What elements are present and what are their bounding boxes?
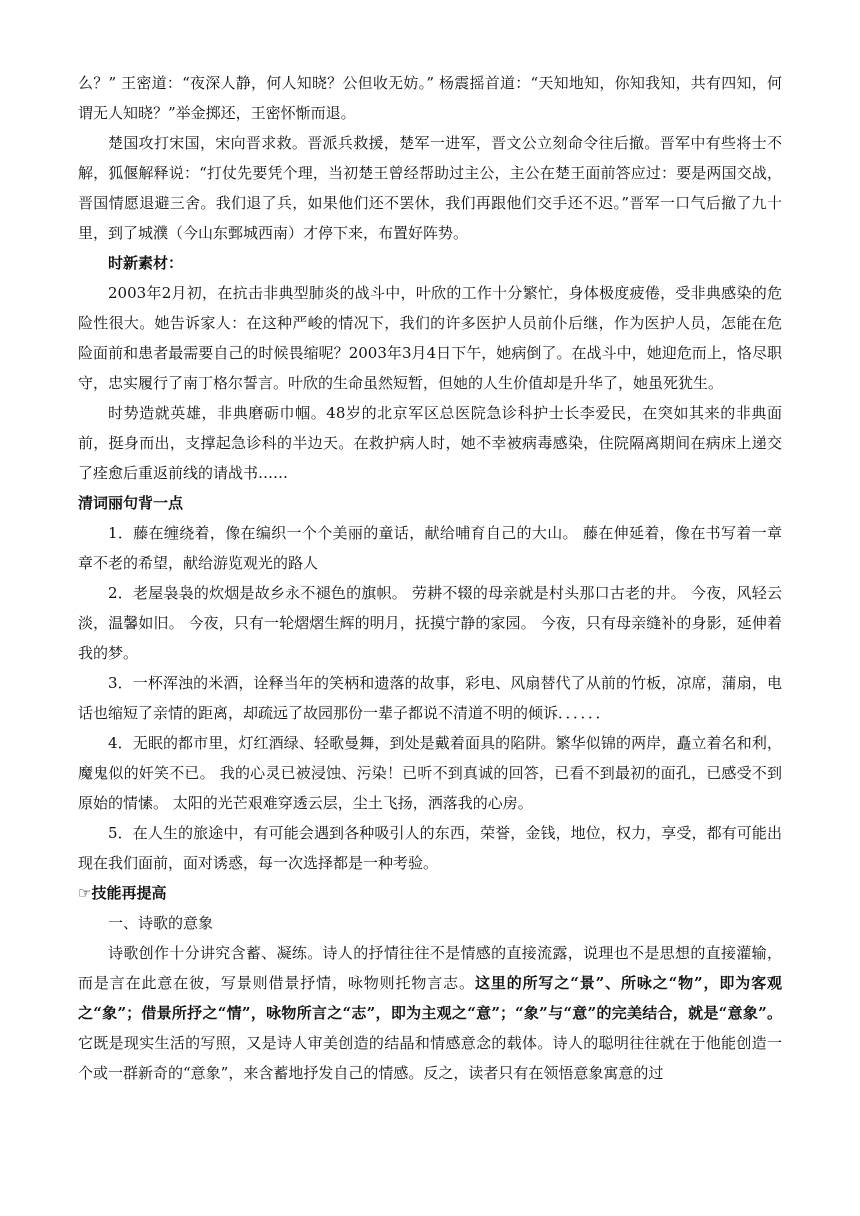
list-item: 4．无眠的都市里，灯红酒绿、轻歌曼舞，到处是戴着面具的陷阱。繁华似锦的两岸，矗立着名和利，魔鬼似的奸笑不已。 我的心灵已被浸蚀、污染！已听不到真诚的回答，已看不到最初的面孔，已感受不到原始的情愫。 太阳的光芒艰难穿透云层，尘土飞扬，洒落我的心房。 bbox=[78, 734, 782, 812]
paragraph-imagery bbox=[78, 938, 782, 1088]
paragraph-imagery-bold: 这里的所写之“景”、所咏之“物”，即为客观之“象”；借景所抒之“情”，咏物所言之“志”，即为主观之“意”；“象”与“意”的完美结合，就是“意象”。 bbox=[78, 974, 782, 1022]
list-item: 3．一杯浑浊的米酒，诠释当年的笑柄和遗落的故事，彩电、风扇替代了从前的竹板，凉席，蒲扇，电话也缩短了亲情的距离，却疏远了故园那份一辈子都说不清道不明的倾诉．．．．．． bbox=[78, 674, 782, 722]
list-item: 1．藤在缠绕着，像在编织一个个美丽的童话，献给哺育自己的大山。 藤在伸延着，像在书写着一章章不老的希望，献给游览观光的路人 bbox=[78, 524, 782, 572]
heading-recite: 清词丽句背一点 bbox=[78, 494, 184, 512]
heading-skill bbox=[78, 878, 782, 908]
list-item: 5．在人生的旅途中，有可能会遇到各种吸引人的东西，荣誉，金钱，地位，权力，享受，都有可能出现在我们面前，面对诱惑，每一次选择都是一种考验。 bbox=[78, 824, 782, 872]
pointing-hand-icon: ☞ bbox=[78, 884, 92, 902]
paragraph-yang-zhen: 么？” 王密道：“夜深人静，何人知晓？公但收无妨。” 杨震摇首道：“天知地知，你知我知，共有四知，何谓无人知晓？”举金掷还，王密怀惭而退。 bbox=[78, 74, 782, 122]
section-title-imagery: 一、诗歌的意象 bbox=[108, 914, 214, 932]
paragraph-imagery-part-b: 它既是现实生活的写照，又是诗人审美创造的结晶和情感意念的载体。诗人的聪明往往就在于他能创造一个或一群新奇的“意象”，来含蓄地抒发自己的情感。反之，读者只有在领悟意象寓意的过 bbox=[78, 1034, 782, 1082]
list-item: 2．老屋袅袅的炊烟是故乡永不褪色的旗帜。 劳耕不辍的母亲就是村头那口古老的井。 今夜，风轻云淡，温馨如旧。 今夜，只有一轮熠熠生辉的明月，抚摸宁静的家园。 今夜，只有母亲缝补的身影，延伸着我的梦。 bbox=[78, 584, 782, 662]
heading-news-material: 时新素材： bbox=[108, 254, 184, 272]
heading-skill-text: 技能再提高 bbox=[91, 884, 167, 902]
paragraph-li-aimin: 时势造就英雄，非典磨砺巾帼。48岁的北京军区总医院急诊科护士长李爱民，在突如其来的非典面前，挺身而出，支撑起急诊科的半边天。在救护病人时，她不幸被病毒感染，住院隔离期间在病床上递交了痊愈后重返前线的请战书…… bbox=[78, 404, 782, 482]
paragraph-ye-xin: 2003年2月初，在抗击非典型肺炎的战斗中，叶欣的工作十分繁忙，身体极度疲倦，受非典感染的危险性很大。她告诉家人：在这种严峻的情况下，我们的许多医护人员前仆后继，作为医护人员，怎能在危险面前和患者最需要自己的时候畏缩呢？2003年3月4日下午，她病倒了。在战斗中，她迎危而上，恪尽职守，忠实履行了南丁格尔誓言。叶欣的生命虽然短暂，但她的人生价值却是升华了，她虽死犹生。 bbox=[78, 284, 782, 392]
paragraph-chu-song: 楚国攻打宋国，宋向晋求救。晋派兵救援，楚军一进军，晋文公立刻命令往后撤。晋军中有些将士不解，狐偃解释说：“打仗先要凭个理，当初楚王曾经帮助过主公，主公在楚王面前答应过：要是两国交战，晋国情愿退避三舍。我们退了兵，如果他们还不罢休，我们再跟他们交手还不迟。”晋军一口气后撤了九十里，到了城濮（今山东鄄城西南）才停下来，布置好阵势。 bbox=[78, 134, 782, 242]
paragraph-imagery-part-a: 诗歌创作十分讲究含蓄、凝练。诗人的抒情往往不是情感的直接流露，说理也不是思想的直接灌输，而是言在此意在彼，写景则借景抒情，咏物则托物言志。 bbox=[78, 944, 782, 992]
